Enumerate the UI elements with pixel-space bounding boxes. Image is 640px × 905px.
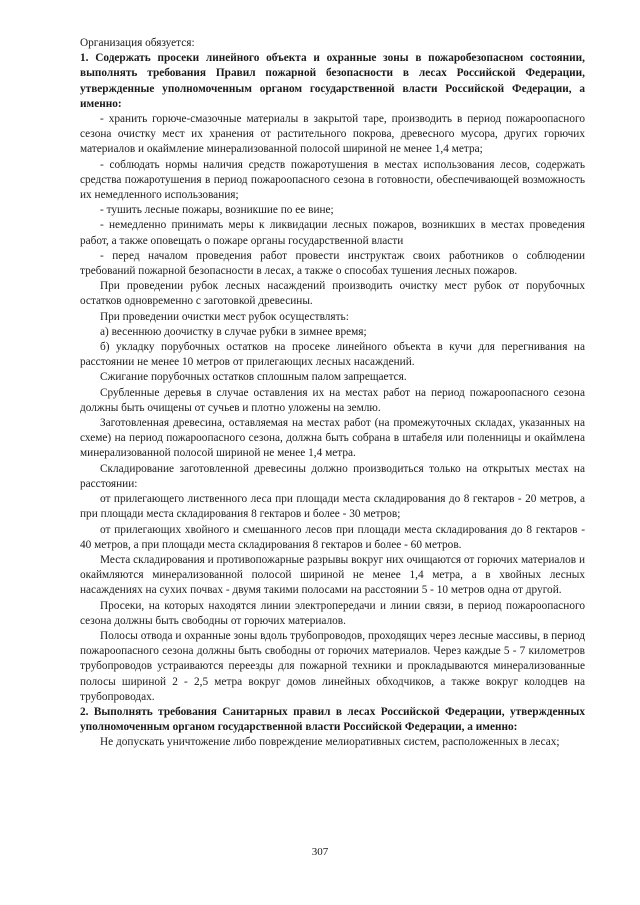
- paragraph: - хранить горюче-смазочные материалы в закрытой таре, производить в период пожароопасного сезона очистку мест их хранения от растительного покрова, древесного мусора, других горючих материалов и окаймление минерализованной полосой шириной не менее 1,4 метра;: [80, 113, 585, 156]
- paragraph: Полосы отвода и охранные зоны вдоль трубопроводов, проходящих через лесные массивы, в период пожароопасного сезона должны быть свободны от горючих материалов. Через каждые 5 - 7 километров трубопроводов устраиваются переезды для пожарной техники и прокладываются минерализованные полосы шириной 2 - 2,5 метра вокруг домов линейных обходчиков, а также вокруг колодцев на трубопроводах.: [80, 629, 585, 703]
- paragraph: Просеки, на которых находятся линии электропередачи и линии связи, в период пожароопасного сезона должны быть свободны от горючих материалов.: [80, 599, 585, 627]
- paragraph: Не допускать уничтожение либо повреждение мелиоративных систем, расположенных в лесах;: [100, 736, 560, 749]
- section-2-heading: 2. Выполнять требования Санитарных правил в лесах Российской Федерации, утвержденных уполномоченным органом государственной власти Российской Федерации, а именно:: [80, 705, 585, 734]
- paragraph: Складирование заготовленной древесины должно производиться только на открытых местах на расстоянии:: [80, 462, 585, 490]
- paragraph: Места складирования и противопожарные разрывы вокруг них очищаются от горючих материалов и окаймляются минерализованной полосой шириной не менее 1,4 метра, а в хвойных лесных насаждениях на сухих почвах - двумя такими полосами на расстоянии 5 - 10 метров одна от другой.: [80, 553, 586, 597]
- page-number: 307: [311, 846, 329, 858]
- paragraph: Заготовленная древесина, оставляемая на местах работ (на промежуточных складах, указанных на схеме) на период пожароопасного сезона, должна быть собрана в штабеля или поленницы и окаймлена минерализованной полосой шириной не менее 1,4 метра.: [80, 417, 585, 460]
- paragraph: Срубленные деревья в случае оставления их на местах работ на период пожароопасного сезона должны быть очищены от сучьев и плотно уложены на землю.: [80, 386, 585, 414]
- paragraph: - немедленно принимать меры к ликвидации лесных пожаров, возникших в местах проведения работ, а также оповещать о пожаре органы государственной власти: [80, 219, 585, 247]
- paragraph: Сжигание порубочных остатков сплошным палом запрещается.: [100, 371, 407, 384]
- paragraph: от прилегающих хвойного и смешанного лесов при площади места складирования до 8 гектаров - 40 метров, а при площади места складирования 8 гектаров и более - 60 метров.: [80, 523, 585, 551]
- paragraph: При проведении рубок лесных насаждений производить очистку мест рубок от порубочных остатков одновременно с заготовкой древесины.: [80, 280, 585, 308]
- intro-line: Организация обязуется:: [80, 37, 195, 49]
- paragraph: б) укладку порубочных остатков на просеке линейного объекта в кучи для перегнивания на расстоянии не менее 10 метров от прилегающих лесных насаждений.: [80, 341, 585, 369]
- paragraph: - соблюдать нормы наличия средств пожаротушения в местах использования лесов, содержать средства пожаротушения в период пожароопасного сезона в готовности, обеспечивающей возможность их немедленного использования;: [80, 158, 585, 202]
- paragraph: а) весеннюю доочистку в случае рубки в зимнее время;: [100, 325, 367, 338]
- paragraph: - перед началом проведения работ провести инструктаж своих работников о соблюдении требований пожарной безопасности в лесах, а также о способах тушения лесных пожаров.: [80, 249, 585, 278]
- paragraph: - тушить лесные пожары, возникшие по ее вине;: [100, 204, 334, 217]
- paragraph: При проведении очистки мест рубок осуществлять:: [100, 310, 349, 323]
- paragraph: от прилегающего лиственного леса при площади места складирования до 8 гектаров - 20 метров, а при площади места складирования 8 гектаров и более - 30 метров;: [80, 493, 585, 521]
- section-1-heading: 1. Содержать просеки линейного объекта и охранные зоны в пожаробезопасном состоянии, выполнять требования Правил пожарной безопасности в лесах Российской Федерации, утвержденные уполномоченным органом государственной власти Российской Федерации, а именно:: [80, 52, 585, 110]
- document-page: [80, 36, 585, 751]
